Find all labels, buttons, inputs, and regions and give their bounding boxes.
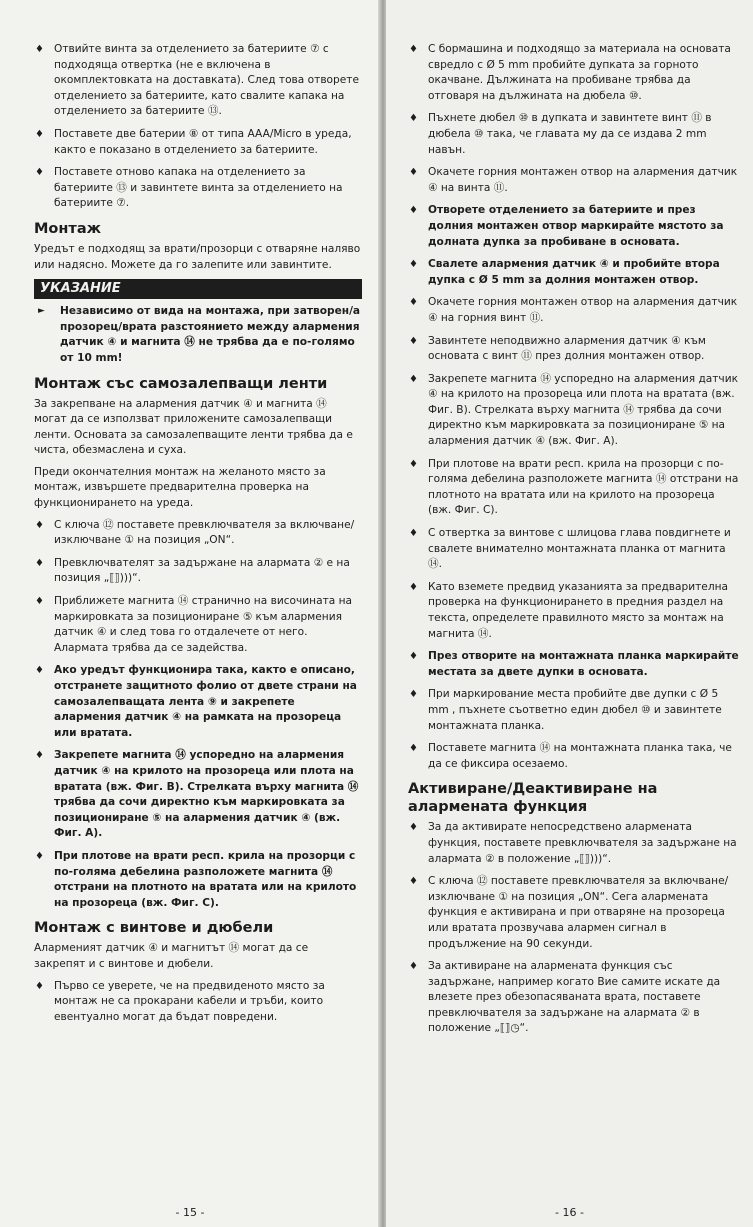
list-item: ♦ Окачете горния монтажен отвор на алармения датчик ④ на горния винт ⑪.	[408, 295, 739, 326]
list-item: ♦ Закрепете магнита ⑭ успоредно на алармения датчик ④ на крилото на прозореца или плота на вратата (вж. Фиг. B). Стрелката върху магнита ⑭ трябва да сочи директно към маркировката за позициониране ⑤ на алармения датчик ④ (вж. Фиг. A).	[408, 372, 739, 450]
tape-steps-list	[34, 518, 362, 912]
section-title-montazh: Монтаж	[34, 220, 102, 237]
list-item: ♦ С отвертка за винтове с шлицова глава повдигнете и свалете внимателно монтажната планка от магнита ⑭.	[408, 526, 739, 573]
paragraph: Уредът е подходящ за врати/прозорци с отваряне наляво или надясно. Можете да го залепите или завинтите.	[34, 242, 361, 271]
list-item: ♦ При плотове на врати респ. крила на прозорци с по-голяма дебелина разположете магнита ⑭ отстрани на плотното на вратата или на крилото на прозореца (вж. Фиг. C).	[408, 457, 739, 519]
note-text: ► Независимо от вида на монтажа, при затворен/а прозорец/врата разстоянието между алармения датчик ④ и магнита ⑭ не трябва да е по-голямо от 10 mm!	[34, 304, 362, 366]
section-title-activation: Активиране/Деактивиране на алармената функция	[408, 781, 658, 816]
list-item: ♦ При маркирование места пробийте две дупки с Ø 5 mm , пъхнете съответно един дюбел ⑩ и завинтете монтажната планка.	[408, 687, 739, 734]
list-item: ♦ Поставете две батерии ⑧ от типа AAA/Micro в уреда, както е показано в отделението за батериите.	[34, 127, 362, 158]
list-item: ♦ С ключа ⑫ поставете превключвателя за включване/изключване ① на позиция „ON“. Сега алармената функция е активирана и при отваряне на прозореца или вратата прозвучава алармен сигнал в продължение на 90 секунди.	[408, 874, 739, 952]
list-item: ♦ Поставете отново капака на отделението за батериите ⑬ и завинтете винта за отделението на батериите ⑦.	[34, 165, 362, 212]
note-heading: УКАЗАНИЕ	[34, 279, 362, 299]
list-item: ♦ При плотове на врати респ. крила на прозорци с по-голяма дебелина разположете магнита ⑭ отстрани на плотното на вратата или на крилото на прозореца (вж. Фиг. C).	[34, 849, 362, 911]
page-number: - 15 -	[175, 1206, 205, 1219]
section-title-screws: Монтаж с винтове и дюбели	[34, 920, 274, 937]
page-number: - 16 -	[555, 1206, 584, 1219]
list-item: ♦ Поставете магнита ⑭ на монтажната планка така, че да се фиксира осезаемо.	[408, 741, 739, 772]
paragraph: Алармeният датчик ④ и магнитът ⑭ могат да се закрепят и с винтове и дюбели.	[34, 942, 309, 970]
list-item: ♦ Превключвателят за задържане на алармата ② е на позиция „⟦⟧)))“.	[34, 556, 362, 587]
battery-steps-list	[34, 42, 362, 212]
drilling-steps-list	[408, 42, 739, 772]
list-item: ♦ За да активирате непосредствено алармената функция, поставете превключвателя за задържане на алармата ② в положение „⟦⟧)))“.	[408, 820, 739, 867]
list-item: ♦ Приближете магнита ⑭ странично на височината на маркировката за позициониране ⑤ към алармения датчик ④ и след това го отдалечете от него. Алармата трябва да се задейства.	[34, 594, 362, 656]
paragraph: За закрепване на алармения датчик ④ и магнита ⑭ могат да се използват приложените самозалепващи ленти. Основата за самозалепващите ленти трябва да е чиста, обезмаслена и суха.	[34, 397, 353, 457]
list-item: ♦ Окачете горния монтажен отвор на алармения датчик ④ на винта ⑪.	[408, 165, 739, 196]
list-item: ♦ С ключа ⑫ поставете превключвателя за включване/изключване ① на позиция „ON“.	[34, 518, 362, 549]
list-item: ♦ За активиране на алармената функция със задържане, например когато Вие самите искате да влезете през обезопасяваната врата, поставете превключвателя за задържане на алармата ② в положение „⟦⟧◷“.	[408, 959, 739, 1037]
list-item: ♦ Отворете отделението за батериите и през долния монтажен отвор маркирайте мястото за долната дупка за пробиване в основата.	[408, 203, 739, 250]
paragraph: Преди окончателния монтаж на желаното място за монтаж, извършете предварителна проверка на функционирането на уреда.	[34, 465, 326, 510]
screws-steps-list	[34, 979, 362, 1026]
list-item: ♦ Като вземете предвид указанията за предварителна проверка на функционирането в предния раздел на текста, определете правилното място за монтаж на магнита ⑭.	[408, 580, 739, 642]
list-item: ♦ Отвийте винта за отделението за батериите ⑦ с подходяща отвертка (не е включена в окомплектовката на доставката). След това отворете отделението за батериите, като свалите капака на отделението за батериите ⑬.	[34, 42, 362, 120]
list-item: ♦ През отворите на монтажната планка маркирайте местата за двете дупки в основата.	[408, 649, 739, 680]
list-item: ♦ Пъхнете дюбел ⑩ в дупката и завинтете винт ⑪ в дюбела ⑩ така, че главата му да се издава 2 mm навън.	[408, 111, 739, 158]
list-item: ♦ С бормашина и подходящо за материала на основата свредло с Ø 5 mm пробийте дупката за горното окачване. Дължината на пробиване трябва да отговаря на дължината на дюбела ⑩.	[408, 42, 739, 104]
list-item: ♦ Закрепете магнита ⑭ успоредно на алармения датчик ④ на крилото на прозореца или плота на вратата (вж. Фиг. B). Стрелката върху магнита ⑭ трябва да сочи директно към маркировката за позициониране ⑤ на алармения датчик ④ (вж. Фиг. A).	[34, 748, 362, 842]
list-item: ♦ Ако уредът функционира така, както е описано, отстранете защитното фолио от двете страни на самозалепващата лента ⑨ и закрепете алармения датчик ④ на рамката на прозореца или вратата.	[34, 663, 362, 741]
section-title-tape: Монтаж със самозалепващи ленти	[34, 375, 328, 392]
list-item: ♦ Първо се уверете, че на предвиденото място за монтаж не са прокарани кабели и тръби, които евентуално могат да бъдат повредени.	[34, 979, 362, 1026]
list-item: ♦ Завинтете неподвижно алармения датчик ④ към основата с винт ⑪ през долния монтажен отвор.	[408, 334, 739, 365]
list-item: ♦ Свалете алармения датчик ④ и пробийте втора дупка с Ø 5 mm за долния монтажен отвор.	[408, 257, 739, 288]
page-16	[386, 0, 753, 1227]
activation-steps-list	[408, 820, 739, 1037]
